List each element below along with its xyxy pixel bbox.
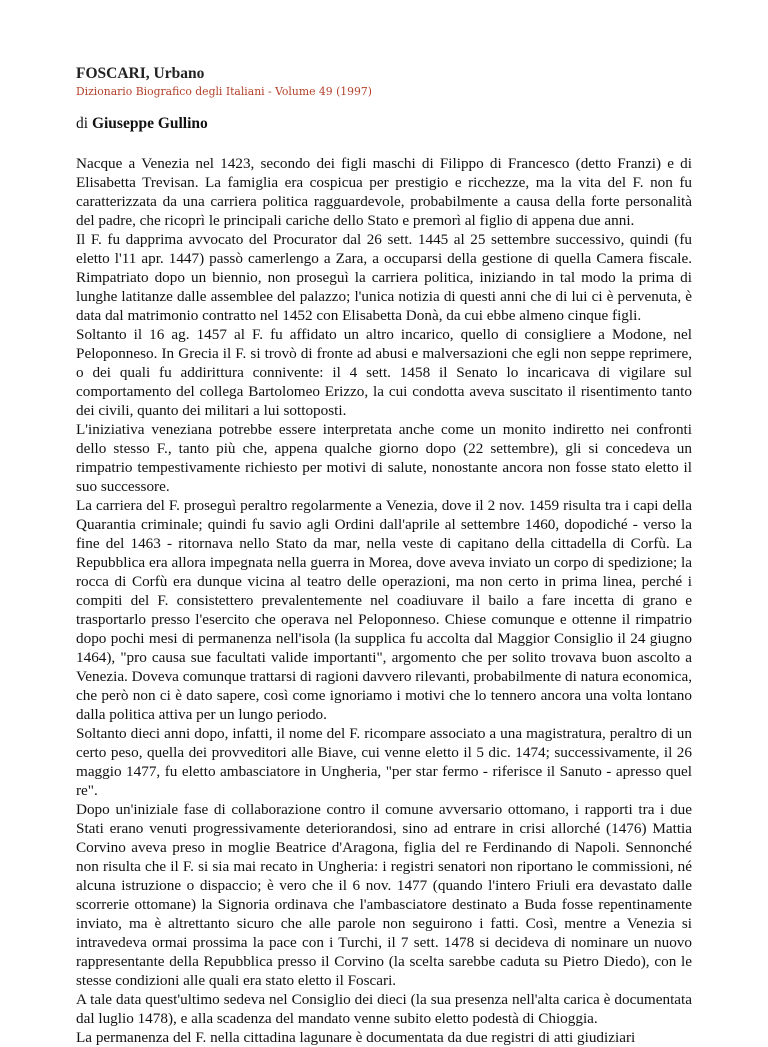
paragraph: Nacque a Venezia nel 1423, secondo dei figli maschi di Filippo di Francesco (detto Franzi) e di Elisabetta Trevisan. La famiglia era cospicua per prestigio e ricchezze, ma la vita del F. non fu caratterizzata da una carriera politica ragguardevole, probabilmente a causa della forte personalità del padre, che ricoprì le principali cariche dello Stato e premorì al figlio di appena due anni. [76, 155, 692, 229]
paragraph: Soltanto dieci anni dopo, infatti, il nome del F. ricompare associato a una magistratura, peraltro di un certo peso, quella dei provveditori alle Biave, cui venne eletto il 5 dic. 1474; successivamente, il 26 maggio 1477, fu eletto ambasciatore in Ungheria, "per star fermo - riferisce il Sanuto - apresso quel re". [76, 725, 692, 799]
entry-title: FOSCARI, Urbano [76, 65, 205, 82]
paragraph: La permanenza del F. nella cittadina lagunare è documentata da due registri di atti giudiziari [76, 1029, 636, 1046]
paragraph: La carriera del F. proseguì peraltro regolarmente a Venezia, dove il 2 nov. 1459 risulta tra i capi della Quarantia criminale; quindi fu savio agli Ordini dall'aprile al settembre 1460, dopodiché - verso la fine del 1463 - ritornava nello Stato da mar, nella veste di capitano della cittadella di Corfù. La Repubblica era allora impegnata nella guerra in Morea, dove aveva inviato un corpo di spedizione; la rocca di Corfù era dunque vicina al teatro delle operazioni, ma non certo in prima linea, perché i compiti del F. consistettero prevalentemente nel coadiuvare il bailo a fare incetta di grano e trasportarlo presso l'esercito che operava nel Peloponneso. Chiese comunque e ottenne il rimpatrio dopo pochi mesi di permanenza nell'isola (la supplica fu accolta dal Maggior Consiglio il 24 giugno 1464), "pro causa sue facultati valide importanti", argomento che per solito trovava buon ascolto a Venezia. Doveva comunque trattarsi di ragioni davvero rilevanti, probabilmente di natura economica, che però non ci è dato sapere, così come ignoriamo i motivi che lo tennero ancora una volta lontano dalla politica attiva per un lungo periodo. [76, 497, 692, 723]
paragraph: L'iniziativa veneziana potrebbe essere interpretata anche come un monito indiretto nei confronti dello stesso F., tanto più che, appena qualche giorno dopo (22 settembre), gli si concedeva un rimpatrio tempestivamente richiesto per motivi di salute, nonostante ancora non fosse stato eletto il suo successore. [76, 421, 692, 495]
paragraph: Dopo un'iniziale fase di collaborazione contro il comune avversario ottomano, i rapporti tra i due Stati erano venuti progressivamente deteriorandosi, sino ad entrare in crisi allorché (1476) Mattia Corvino aveva preso in moglie Beatrice d'Aragona, figlia del re Ferdinando di Napoli. Sennonché non risulta che il F. si sia mai recato in Ungheria: i registri senatori non riportano le commissioni, né alcuna istruzione o dispaccio; è vero che il 6 nov. 1477 (quando l'intero Friuli era devastato dalle scorrerie ottomane) la Signoria ordinava che l'ambasciatore destinato a Buda fosse repentinamente inviato, ma è altrettanto sicuro che alle parole non seguirono i fatti. Così, mentre a Venezia si intravedeva ormai prossima la pace con i Turchi, il 7 sett. 1478 si decideva di nominare un nuovo rappresentante della Repubblica presso il Corvino (la scelta sarebbe caduta su Pietro Diedo), con le stesse condizioni alle quali era stato eletto il Foscari. [76, 801, 692, 989]
byline-prefix: di [76, 115, 92, 132]
source-reference: Dizionario Biografico degli Italiani - Volume 49 (1997) [76, 85, 372, 98]
author-name: Giuseppe Gullino [91, 115, 208, 132]
article-body [76, 154, 692, 1047]
paragraph: Il F. fu dapprima avvocato del Procurator dal 26 sett. 1445 al 25 settembre successivo, quindi (fu eletto l'11 apr. 1447) passò camerlengo a Zara, a occuparsi della gestione di quella Camera fiscale. Rimpatriato dopo un biennio, non proseguì la carriera politica, iniziando in tal modo la prima di lunghe latitanze dalle assemblee del palazzo; l'unica notizia di questi anni che di lui ci è pervenuta, è data dal matrimonio contratto nel 1452 con Elisabetta Donà, da cui ebbe almeno cinque figli. [76, 231, 692, 324]
paragraph: Soltanto il 16 ag. 1457 al F. fu affidato un altro incarico, quello di consigliere a Modone, nel Peloponneso. In Grecia il F. si trovò di fronte ad abusi e malversazioni che egli non seppe reprimere, o dei quali fu addirittura connivente: il 4 sett. 1458 il Senato lo incaricava di vigilare sul comportamento del collega Bartolomeo Erizzo, la cui condotta aveva suscitato il risentimento tanto dei civili, quanto dei militari a lui sottoposti. [76, 326, 692, 419]
byline [76, 114, 692, 134]
document-page [76, 58, 692, 1047]
paragraph: A tale data quest'ultimo sedeva nel Consiglio dei dieci (la sua presenza nell'alta carica è documentata dal luglio 1478), e alla scadenza del mandato venne subito eletto podestà di Chioggia. [76, 991, 692, 1027]
